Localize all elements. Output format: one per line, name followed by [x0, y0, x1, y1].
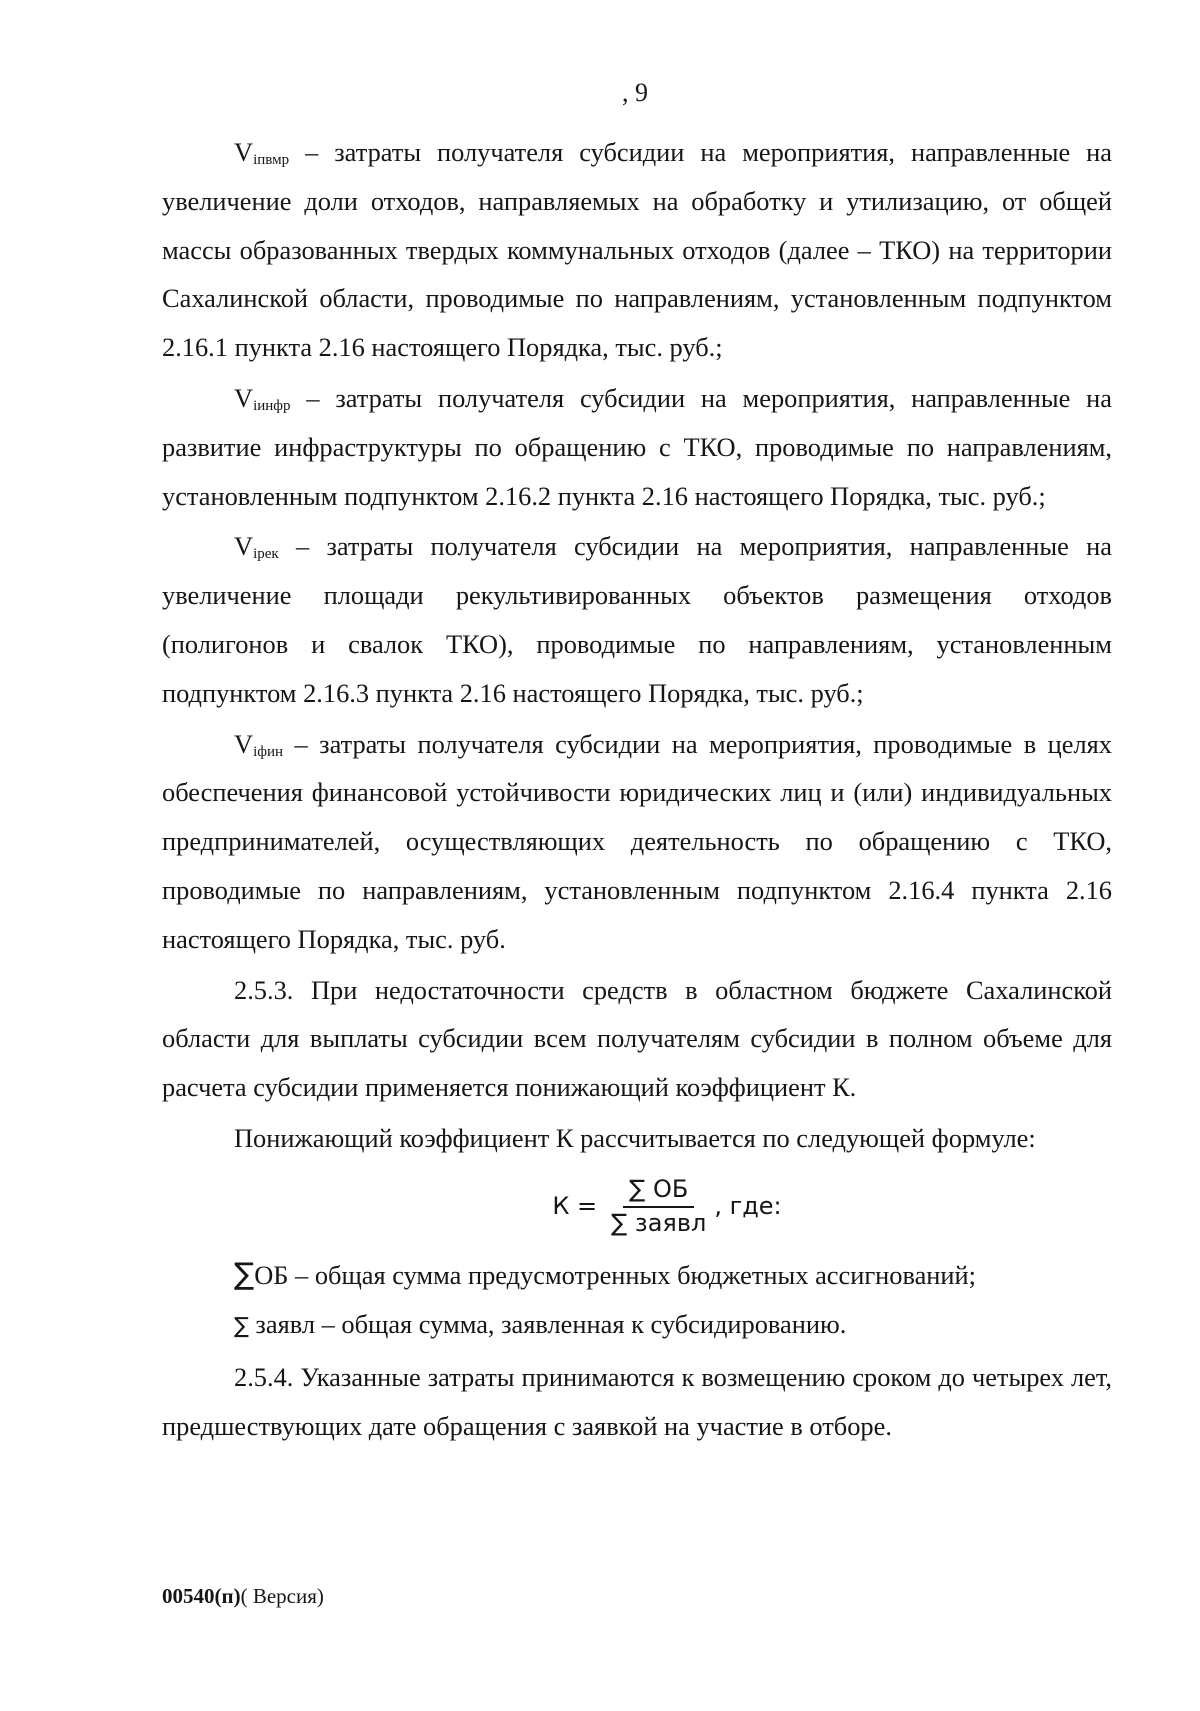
paragraph-2-5-4: 2.5.4. Указанные затраты принимаются к возмещению сроком до четырех лет, предшествующих дате обращения с заявкой на участие в отборе. [162, 1362, 1112, 1442]
formula-numerator: ∑ ОБ [623, 1176, 694, 1208]
sigma-symbol: ∑ [234, 1313, 249, 1339]
definition-term: заявл [248, 1308, 315, 1339]
definition-text: – общая сумма, заявленная к субсидированию. [315, 1308, 847, 1339]
paragraph-v-irek [162, 522, 1112, 717]
page-number: , 9 [622, 78, 648, 107]
variable-symbol: $V_{iпвмр}$ [234, 137, 290, 168]
paragraph-v-iinfr [162, 374, 1112, 520]
definition-zayavl [162, 1300, 1112, 1352]
paragraph-2-5-3: 2.5.3. При недостаточности средств в областном бюджете Сахалинской области для выплаты субсидии всем получателям субсидии в полном объеме для расчета субсидии применяется понижающий коэффициент К. [162, 974, 1112, 1103]
document-body [162, 128, 1112, 1451]
document-version: ( Версия) [240, 1584, 324, 1608]
reduction-coefficient-formula [222, 1163, 1112, 1251]
formula-fraction [605, 1176, 712, 1237]
definition-ob [162, 1251, 1112, 1300]
paragraph-text: – затраты получателя субсидии на мероприятия, проводимые в целях обеспечения финансовой устойчивости юридических лиц и (или) индивидуальных предпринимателей, осуществляющих деятельность по обращению с ТКО, проводимые по направлениям, установленным подпунктом 2.16.4 пункта 2.16 настоящего Порядка, тыс. руб. [162, 728, 1112, 954]
definition-text: – общая сумма предусмотренных бюджетных ассигнований; [288, 1259, 977, 1290]
sigma-symbol: ∑ [234, 1256, 255, 1292]
definition-term: ОБ [254, 1259, 289, 1290]
paragraph-v-ipvmr [162, 128, 1112, 372]
paragraph-text: – затраты получателя субсидии на мероприятия, направленные на увеличение доли отходов, направляемых на обработку и утилизацию, от общей массы образованных твердых коммунальных отходов (далее – ТКО) на территории Сахалинской области, проводимые по направлениям, установленным подпунктом 2.16.1 пункта 2.16 настоящего Порядка, тыс. руб.; [162, 137, 1112, 363]
paragraph-v-ifin [162, 720, 1112, 964]
formula-lhs: К = [552, 1192, 598, 1221]
formula-tail: , где: [714, 1192, 782, 1221]
document-code: 00540(п) [162, 1584, 241, 1608]
paragraph-text: – затраты получателя субсидии на мероприятия, направленные на увеличение площади рекультивированных объектов размещения отходов (полигонов и свалок ТКО), проводимые по направлениям, установленным подпунктом 2.16.3 пункта 2.16 настоящего Порядка, тыс. руб.; [162, 531, 1112, 708]
variable-symbol: $V_{iрек}$ [234, 531, 279, 563]
document-footer [162, 1584, 324, 1609]
formula-denominator: ∑ заявл [611, 1208, 707, 1237]
paragraph-text: – затраты получателя субсидии на мероприятия, направленные на развитие инфраструктуры по обращению с ТКО, проводимые по направлениям, установленным подпунктом 2.16.2 пункта 2.16 настоящего Порядка, тыс. руб.; [162, 382, 1112, 511]
variable-symbol: $V_{iфин}$ [234, 728, 284, 760]
variable-symbol: $V_{iинфр}$ [234, 382, 291, 414]
paragraph-formula-intro: Понижающий коэффициент К рассчитывается по следующей формуле: [234, 1122, 1036, 1153]
